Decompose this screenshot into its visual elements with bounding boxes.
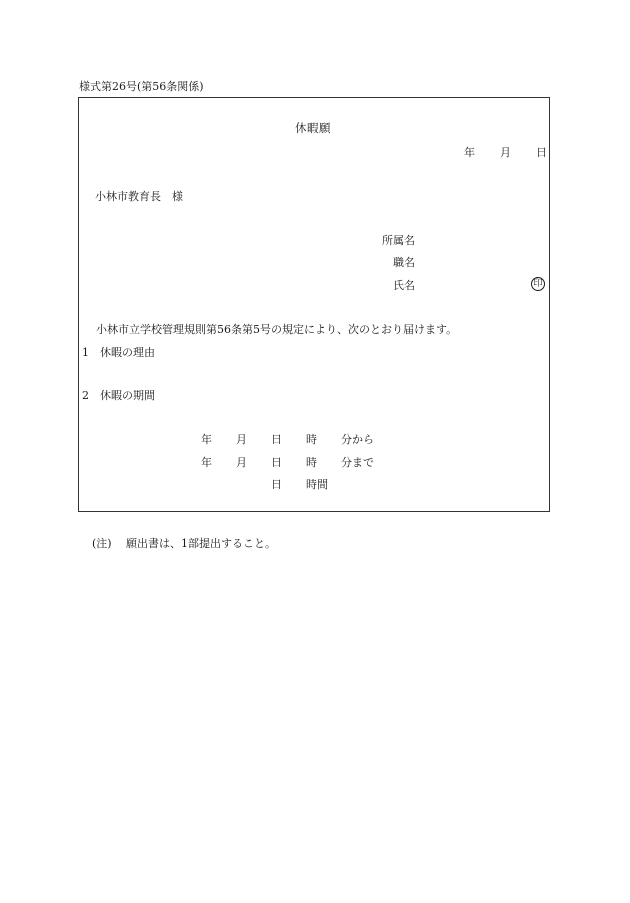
item-label: 休暇の期間	[100, 389, 155, 402]
period-from-suffix: 分から	[341, 433, 374, 446]
date-month-label: 月	[500, 146, 511, 159]
period-to-year: 年	[201, 456, 212, 469]
name-label: 氏名	[393, 279, 415, 292]
date-day-label: 日	[536, 146, 547, 159]
form-title: 休暇願	[295, 121, 331, 135]
period-from-day: 日	[271, 433, 282, 446]
period-total-day: 日	[271, 478, 282, 491]
period-to-hour: 時	[306, 456, 317, 469]
form-number-label: 様式第26号(第56条関係)	[79, 80, 204, 93]
item-leave-reason	[82, 347, 155, 358]
period-total-hour: 時間	[306, 478, 328, 491]
period-from-hour: 時	[306, 433, 317, 446]
addressee: 小林市教育長 様	[95, 190, 183, 203]
item-label: 休暇の理由	[100, 346, 155, 359]
period-to-suffix: 分まで	[341, 456, 374, 469]
item-number: 2	[82, 389, 89, 402]
position-label: 職名	[393, 256, 415, 269]
item-number: 1	[82, 346, 89, 359]
period-to-day: 日	[271, 456, 282, 469]
period-from-month: 月	[236, 433, 247, 446]
statement-text: 小林市立学校管理規則第56条第5号の規定により、次のとおり届けます。	[96, 323, 458, 336]
seal-mark-icon: 印	[531, 277, 545, 291]
leave-request-form-box	[78, 97, 550, 512]
department-label: 所属名	[382, 234, 415, 247]
item-leave-period	[82, 390, 155, 401]
footnote	[92, 538, 276, 549]
footnote-text: 願出書は、1部提出すること。	[126, 537, 276, 550]
period-from-year: 年	[201, 433, 212, 446]
footnote-head: (注)	[92, 537, 112, 550]
period-to-month: 月	[236, 456, 247, 469]
date-year-label: 年	[464, 146, 475, 159]
